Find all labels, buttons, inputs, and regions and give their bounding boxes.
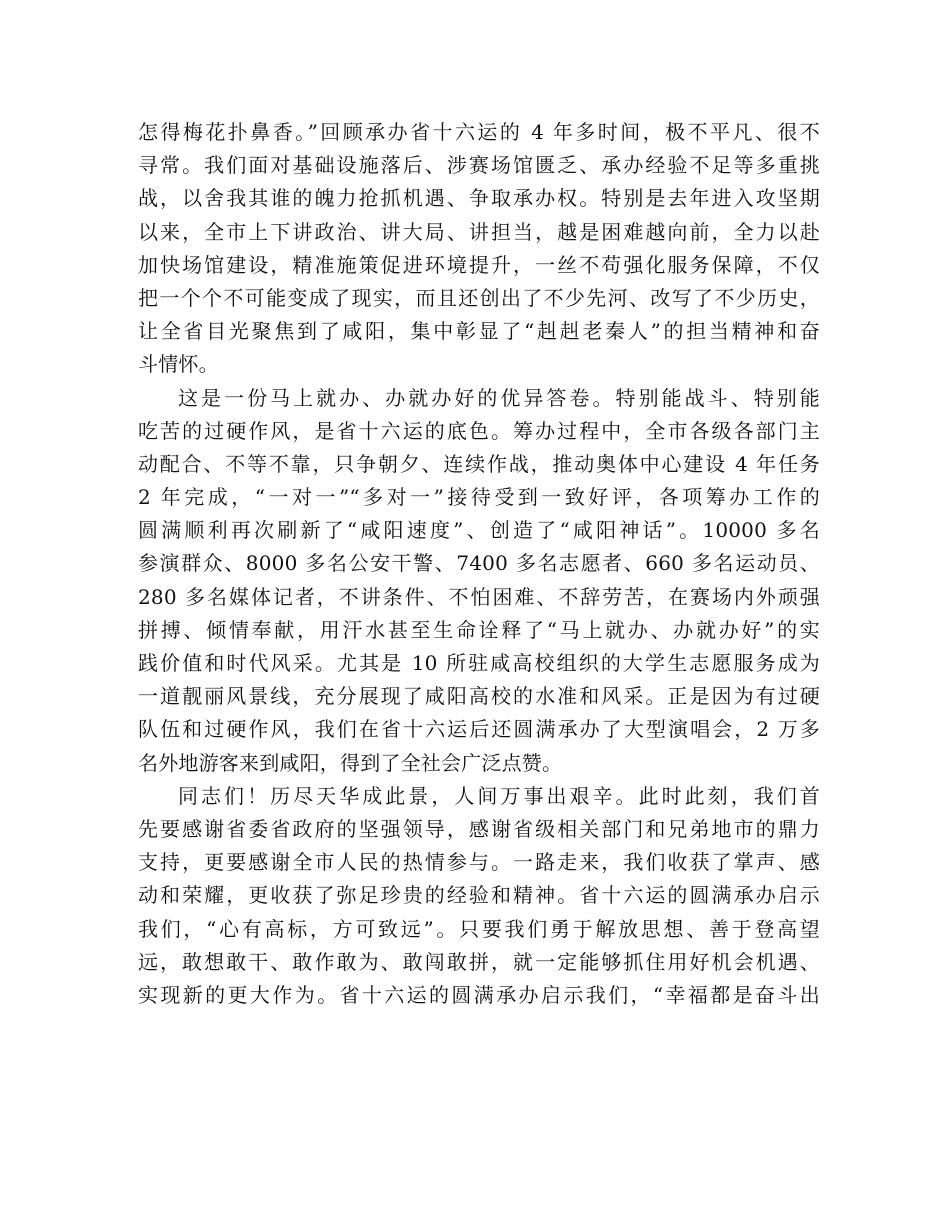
text-line: 一道靓丽风景线，充分展现了咸阳高校的水准和风采。正是因为有过硬 [138, 684, 820, 709]
text-line: 先要感谢省委省政府的坚强领导，感谢省级相关部门和兄弟地市的鼎力 [138, 816, 820, 841]
text-line: 280 多名媒体记者，不讲条件、不怕困难、不辞劳苦，在赛场内外顽强 [138, 584, 820, 609]
text-line: 圆满顺利再次刷新了“咸阳速度”、创造了“咸阳神话”。10000 多名 [138, 518, 820, 543]
text-line: 实现新的更大作为。省十六运的圆满承办启示我们，“幸福都是奋斗出 [138, 982, 820, 1007]
text-line: 加快场馆建设，精准施策促进环境提升，一丝不苟强化服务保障，不仅 [138, 252, 820, 277]
text-line: 同志们！历尽天华成此景，人间万事出艰辛。此时此刻，我们首 [178, 783, 820, 808]
paragraph-1 [138, 116, 820, 382]
text-line: 让全省目光聚焦到了咸阳，集中彰显了“赳赳老秦人”的担当精神和奋 [138, 319, 820, 344]
text-line: 践价值和时代风采。尤其是 10 所驻咸高校组织的大学生志愿服务成为 [138, 651, 820, 675]
text-line: 这是一份马上就办、办就办好的优异答卷。特别能战斗、特别能 [178, 385, 820, 410]
body-text [138, 116, 820, 1012]
text-line: 动和荣耀，更收获了弥足珍贵的经验和精神。省十六运的圆满承办启示 [138, 883, 820, 908]
text-line: 怎得梅花扑鼻香。”回顾承办省十六运的 4 年多时间，极不平凡、很不 [138, 120, 820, 144]
text-line: 动配合、不等不靠，只争朝夕、连续作战，推动奥体中心建设 4 年任务 [138, 451, 820, 476]
text-line: 远，敢想敢干、敢作敢为、敢闯敢拼，就一定能够抓住用好机会机遇、 [138, 949, 820, 974]
text-line: 队伍和过硬作风，我们在省十六运后还圆满承办了大型演唱会，2 万多 [138, 717, 820, 742]
text-line: 战，以舍我其谁的魄力抢抓机遇、争取承办权。特别是去年进入攻坚期 [138, 186, 820, 211]
text-line: 把一个个不可能变成了现实，而且还创出了不少先河、改写了不少历史， [138, 285, 820, 310]
text-line: 名外地游客来到咸阳，得到了全社会广泛点赞。 [138, 750, 563, 775]
text-line: 2 年完成，“一对一”“多对一”接待受到一致好评，各项筹办工作的 [138, 485, 820, 510]
text-line: 以来，全市上下讲政治、讲大局、讲担当，越是困难越向前，全力以赴 [138, 219, 820, 244]
text-line: 吃苦的过硬作风，是省十六运的底色。筹办过程中，全市各级各部门主 [138, 418, 820, 443]
paragraph-2 [138, 382, 820, 780]
text-line: 我们，“心有高标，方可致远”。只要我们勇于解放思想、善于登高望 [138, 916, 820, 941]
text-line: 拼搏、倾情奉献，用汗水甚至生命诠释了“马上就办、办就办好”的实 [138, 617, 820, 642]
text-line: 斗情怀。 [138, 352, 219, 377]
text-line: 寻常。我们面对基础设施落后、涉赛场馆匮乏、承办经验不足等多重挑 [138, 153, 820, 178]
paragraph-3 [138, 780, 820, 1012]
text-line: 支持，更要感谢全市人民的热情参与。一路走来，我们收获了掌声、感 [138, 850, 820, 875]
text-line: 参演群众、8000 多名公安干警、7400 多名志愿者、660 多名运动员、 [138, 551, 820, 576]
